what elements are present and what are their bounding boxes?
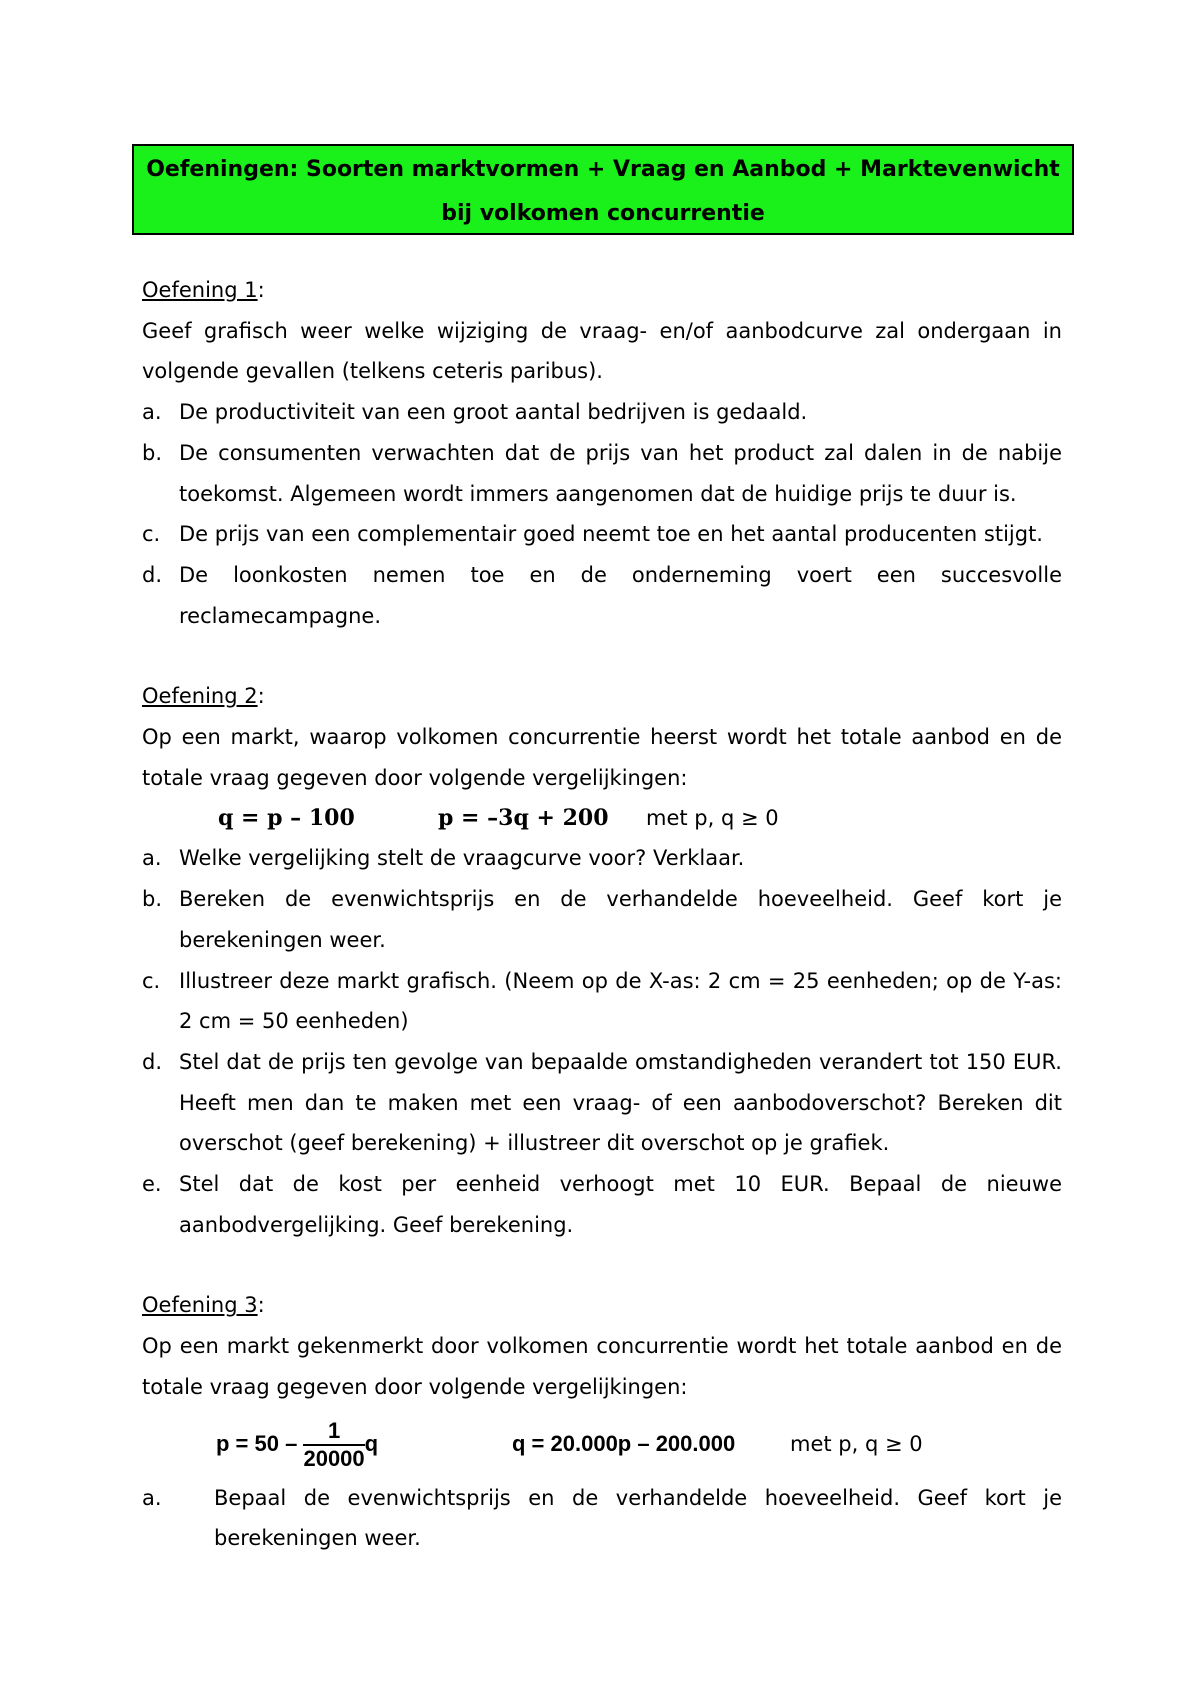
item-text: De prijs van een complementair goed neemt toe en het aantal producenten stijgt. (179, 522, 1043, 547)
ex2-item-b (142, 879, 1062, 960)
item-text: De productiviteit van een groot aantal bedrijven is gedaald. (179, 400, 808, 425)
item-label: b. (142, 887, 163, 912)
document-body (142, 270, 1062, 1559)
eq-left: p = 50 – (216, 1430, 298, 1456)
ex2-equations (142, 798, 1062, 838)
item-label: a. (142, 1485, 162, 1510)
item-text: De loonkosten nemen toe en de onderneming voert een succesvolle reclamecampagne. (179, 562, 1062, 628)
ex1-item-c (142, 514, 1062, 555)
ex2-supply-equation: q = p – 100 (218, 805, 355, 832)
ex1-item-d (142, 555, 1062, 636)
ex3-heading: Oefening 3: (142, 1293, 265, 1318)
ex2-heading: Oefening 2: (142, 684, 265, 709)
item-label: e. (142, 1172, 162, 1197)
item-label: c. (142, 968, 161, 993)
item-text: Bereken de evenwichtsprijs en de verhandelde hoeveelheid. Geef kort je berekeningen weer. (179, 887, 1062, 952)
ex2-item-d (142, 1042, 1062, 1164)
ex2-demand-equation: p = –3q + 200 (438, 805, 609, 832)
ex3-equations (142, 1408, 1062, 1478)
ex1-item-b (142, 433, 1062, 514)
item-text: Illustreer deze markt grafisch. (Neem op de X-as: 2 cm = 25 eenheden; op de Y-as: 2 cm = 50 eenheden) (179, 968, 1062, 1034)
ex2-intro: Op een markt, waarop volkomen concurrentie heerst wordt het totale aanbod en de totale vraag gegeven door volgende vergelijkingen: (142, 725, 1062, 790)
item-text: Welke vergelijking stelt de vraagcurve voor? Verklaar. (179, 846, 745, 871)
title-line-2: bij volkomen concurrentie (441, 201, 765, 226)
ex2-item-a (142, 838, 1062, 879)
item-label: d. (142, 1049, 163, 1074)
ex3-equation-note: met p, q ≥ 0 (790, 1431, 923, 1456)
ex1-intro: Geef grafisch weer welke wijziging de vraag- en/of aanbodcurve zal ondergaan in volgende gevallen (telkens ceteris paribus). (142, 318, 1062, 384)
title-line-1: Oefeningen: Soorten marktvormen + Vraag en Aanbod + Marktevenwicht (146, 157, 1060, 182)
ex2-heading-colon: : (257, 684, 265, 709)
fraction (303, 1418, 364, 1472)
item-label: d. (142, 562, 163, 587)
item-label: c. (142, 522, 161, 547)
ex3-item-a (142, 1478, 1062, 1559)
fraction-numerator: 1 (303, 1418, 364, 1446)
ex3-heading-colon: : (257, 1293, 265, 1318)
item-label: a. (142, 846, 162, 871)
ex2-item-c (142, 961, 1062, 1042)
item-text: Stel dat de prijs ten gevolge van bepaalde omstandigheden verandert tot 150 EUR. Heeft men dan te maken met een vraag- of een aanbodoverschot? Bereken dit overschot (geef berekening) + illustreer dit overschot op je grafiek. (179, 1049, 1062, 1156)
ex1-heading: Oefening 1: (142, 278, 265, 302)
ex3-intro: Op een markt gekenmerkt door volkomen concurrentie wordt het totale aanbod en de totale vraag gegeven door volgende vergelijkingen: (142, 1334, 1062, 1399)
item-text: Bepaal de evenwichtsprijs en de verhandelde hoeveelheid. Geef kort je berekeningen weer. (214, 1485, 1062, 1551)
spacer (142, 636, 1062, 676)
fraction-denominator: 20000 (303, 1445, 365, 1471)
ex3-demand-equation (216, 1416, 378, 1472)
spacer (142, 1245, 1062, 1285)
item-label: b. (142, 440, 163, 465)
ex1-heading-colon: : (257, 278, 265, 302)
item-text: Stel dat de kost per eenheid verhoogt met 10 EUR. Bepaal de nieuwe aanbodvergelijking. Geef berekening. (179, 1172, 1062, 1237)
ex2-equation-note: met p, q ≥ 0 (646, 806, 779, 831)
title-box (132, 144, 1074, 235)
ex3-supply-equation: q = 20.000p – 200.000 (512, 1430, 736, 1456)
ex2-item-e (142, 1164, 1062, 1245)
item-text: De consumenten verwachten dat de prijs van het product zal dalen in de nabije toekomst. Algemeen wordt immers aangenomen dat de huidige prijs te duur is. (179, 440, 1062, 506)
item-label: a. (142, 400, 162, 425)
ex1-item-a (142, 392, 1062, 433)
eq-right: q (364, 1430, 379, 1456)
